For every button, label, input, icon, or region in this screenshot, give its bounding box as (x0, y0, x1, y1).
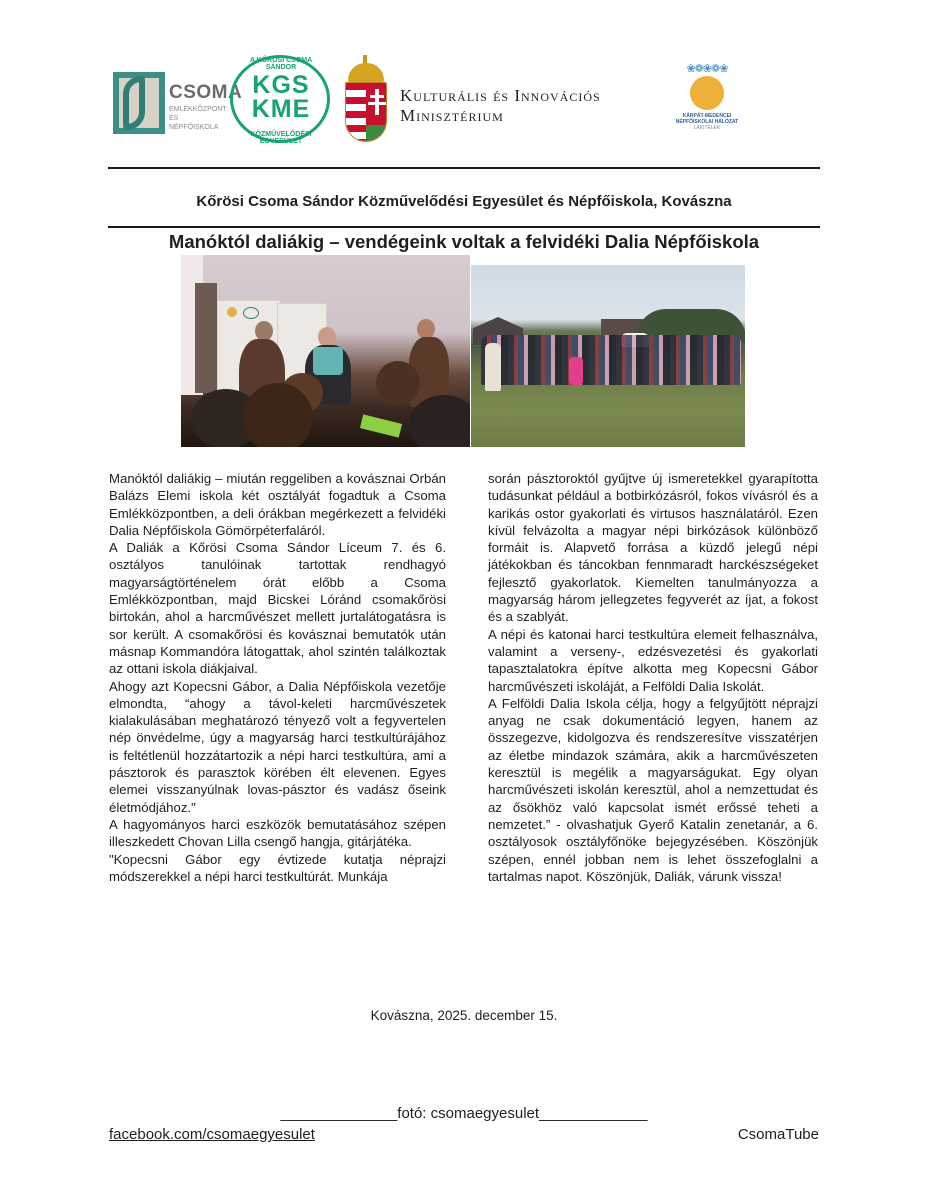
paragraph: A népi és katonai harci testkultúra elemeit felhasználva, valamint a verseny-, edzésvezetési és gyakorlati tapasztalatokra építve alkotta meg Kopecsni Gábor harcművészeti iskoláját, a Felföldi Dalia Iskolát. (488, 626, 818, 694)
organization-line: Kőrösi Csoma Sándor Közművelődési Egyesület és Népfőiskola, Kovászna (196, 193, 732, 210)
kgs-arc-top: A KŐRÖSI CSOMA SÁNDOR (249, 57, 313, 71)
kgs-line1: KGS (252, 71, 310, 99)
article-column-right (488, 470, 818, 885)
csoma-logo (113, 72, 243, 134)
kgs-logo-text (248, 73, 314, 121)
article-column-left (109, 470, 446, 885)
coat-of-arms-icon (343, 55, 388, 145)
article-title: Manóktól daliákig – vendégeink voltak a felvidéki Dalia Népfőiskola (168, 231, 760, 252)
paragraph: Ahogy azt Kopecsni Gábor, a Dalia Népfőiskola vezetője elmondta, “ahogy a távol-keleti harcművészetek kialakulásában meghatározó tényező volt a fegyvertelen nép önvédelme, úgy a magyarság harci testkultúrájához is feltétlenül hozzátartozik a népi harci testkultúra, ami a pásztorok és parasztok körében élt elevenen. Egyes elemei visszanyúlnak lovas-pásztor és vadász őseink életmódjához." (109, 678, 446, 815)
ornament-icon: ❀❁❀❁❀ (686, 63, 728, 75)
ministry-line1: Kulturális és Innovációs (400, 86, 601, 105)
paragraph: A hagyományos harci eszközök bemutatásához szépen illeszkedett Chovan Lilla csengő hangja, gitárjátéka. (109, 816, 446, 850)
csoma-logo-text: CSOMA (169, 82, 243, 103)
photo-credit: ______________fotó: csomaegyesulet_____________ (280, 1105, 648, 1122)
facebook-link[interactable]: facebook.com/csomaegyesulet (109, 1126, 315, 1143)
karpat-logo-text (668, 113, 746, 131)
group-of-people (481, 335, 741, 385)
group-outdoor-photo (471, 265, 745, 447)
karpat-logo (668, 62, 746, 142)
paragraph: A Daliák a Kőrösi Csoma Sándor Líceum 7. és 6. osztályos tanulóinak tartottak rendhagyó magyarságtörténelem órát előbb a Csoma Emlékközpontban, majd Bicskei Lóránd csomakőrösi birtokán, ahol a harcművészet mellett jurtalátogatásra is sor került. A csomakőrösi és kovásznai bemutatók után másnap Kommandóra látogattak, ahol szintén találkoztak az ottani iskola diákjaival. (109, 540, 446, 677)
paragraph: Manóktól daliákig – miután reggeliben a kovásznai Orbán Balázs Elemi iskola két osztályát fogadtuk a Csoma Emlékközpontben, a deli órákban megérkezett a felvidéki Dalia Népfőiskola Gömörpéterfaláról. (109, 471, 446, 538)
top-divider (108, 167, 820, 169)
csomatube-link[interactable]: CsomaTube (737, 1126, 819, 1143)
sun-emblem-icon (690, 76, 724, 110)
paragraph: A Felföldi Dalia Iskola célja, hogy a felgyűjtött néprajzi anyag ne csak dokumentáció legyen, hanem az összegezve, kidolgozva és rendszeresítve visszatérjen az életbe mindazok számára, akik a harcművészeten keresztül is megélik a magyarságukat. Egy olyan harcművészeti iskolán keresztül, ahol a nemzettudat és az ősökhöz való kapcsolat ismét erőssé teheti a nemzetet.” - olvashatjuk Gyerő Katalin zenetanár, a 6. osztályosok osztályfőnöke bejegyzésében. Köszönjük szépen, ennél jobban nem is lehet összefoglalni a tartalmas napot. Köszönjük, Daliák, várunk vissza! (488, 695, 818, 884)
indoor-performance-photo (181, 255, 470, 447)
ministry-logo (400, 86, 601, 126)
paragraph: "Kopecsni Gábor egy évtizede kutatja néprajzi módszerekkel a népi harci testkultúrát. Munkája (109, 851, 446, 884)
karpat-line2: NÉPFŐISKOLAI HÁLÓZAT (675, 119, 739, 125)
karpat-line3: LAKITELEK (693, 125, 721, 131)
kgs-kme-logo (230, 55, 332, 145)
title-divider (108, 226, 820, 228)
karpat-line1: KÁRPÁT-MEDENCEI (682, 113, 732, 119)
csoma-mark-icon (113, 72, 165, 134)
dateline: Kovászna, 2025. december 15. (370, 1008, 558, 1023)
ministry-line2: Minisztérium (400, 106, 504, 125)
kgs-arc-bottom: KÖZMŰVELŐDÉSI EGYESÜLET (250, 131, 312, 145)
kgs-line2: KME (251, 95, 311, 123)
paragraph: során pásztoroktól gyűjtve új ismeretekkel gyarapította tudásunkat például a botbirkózásról, fokos vívásról és a karikás ostor gyakorlati és virtusos használatáról. Ezen kívül felvázolta a magyar népi birkózások különböző formáit is. Alapvető forrása a küzdő jelegű népi játékokban és táncokban fennmaradt harckészségeket fejlesztő gyakorlatok. Kiemelten tanulmányozza a magyarság három jellegzetes fegyverét az íjat, a fokost és a szablyát. (488, 471, 818, 625)
csoma-logo-subtext: EMLÉKKÖZPONT ÉS NÉPFŐISKOLA (169, 106, 227, 131)
